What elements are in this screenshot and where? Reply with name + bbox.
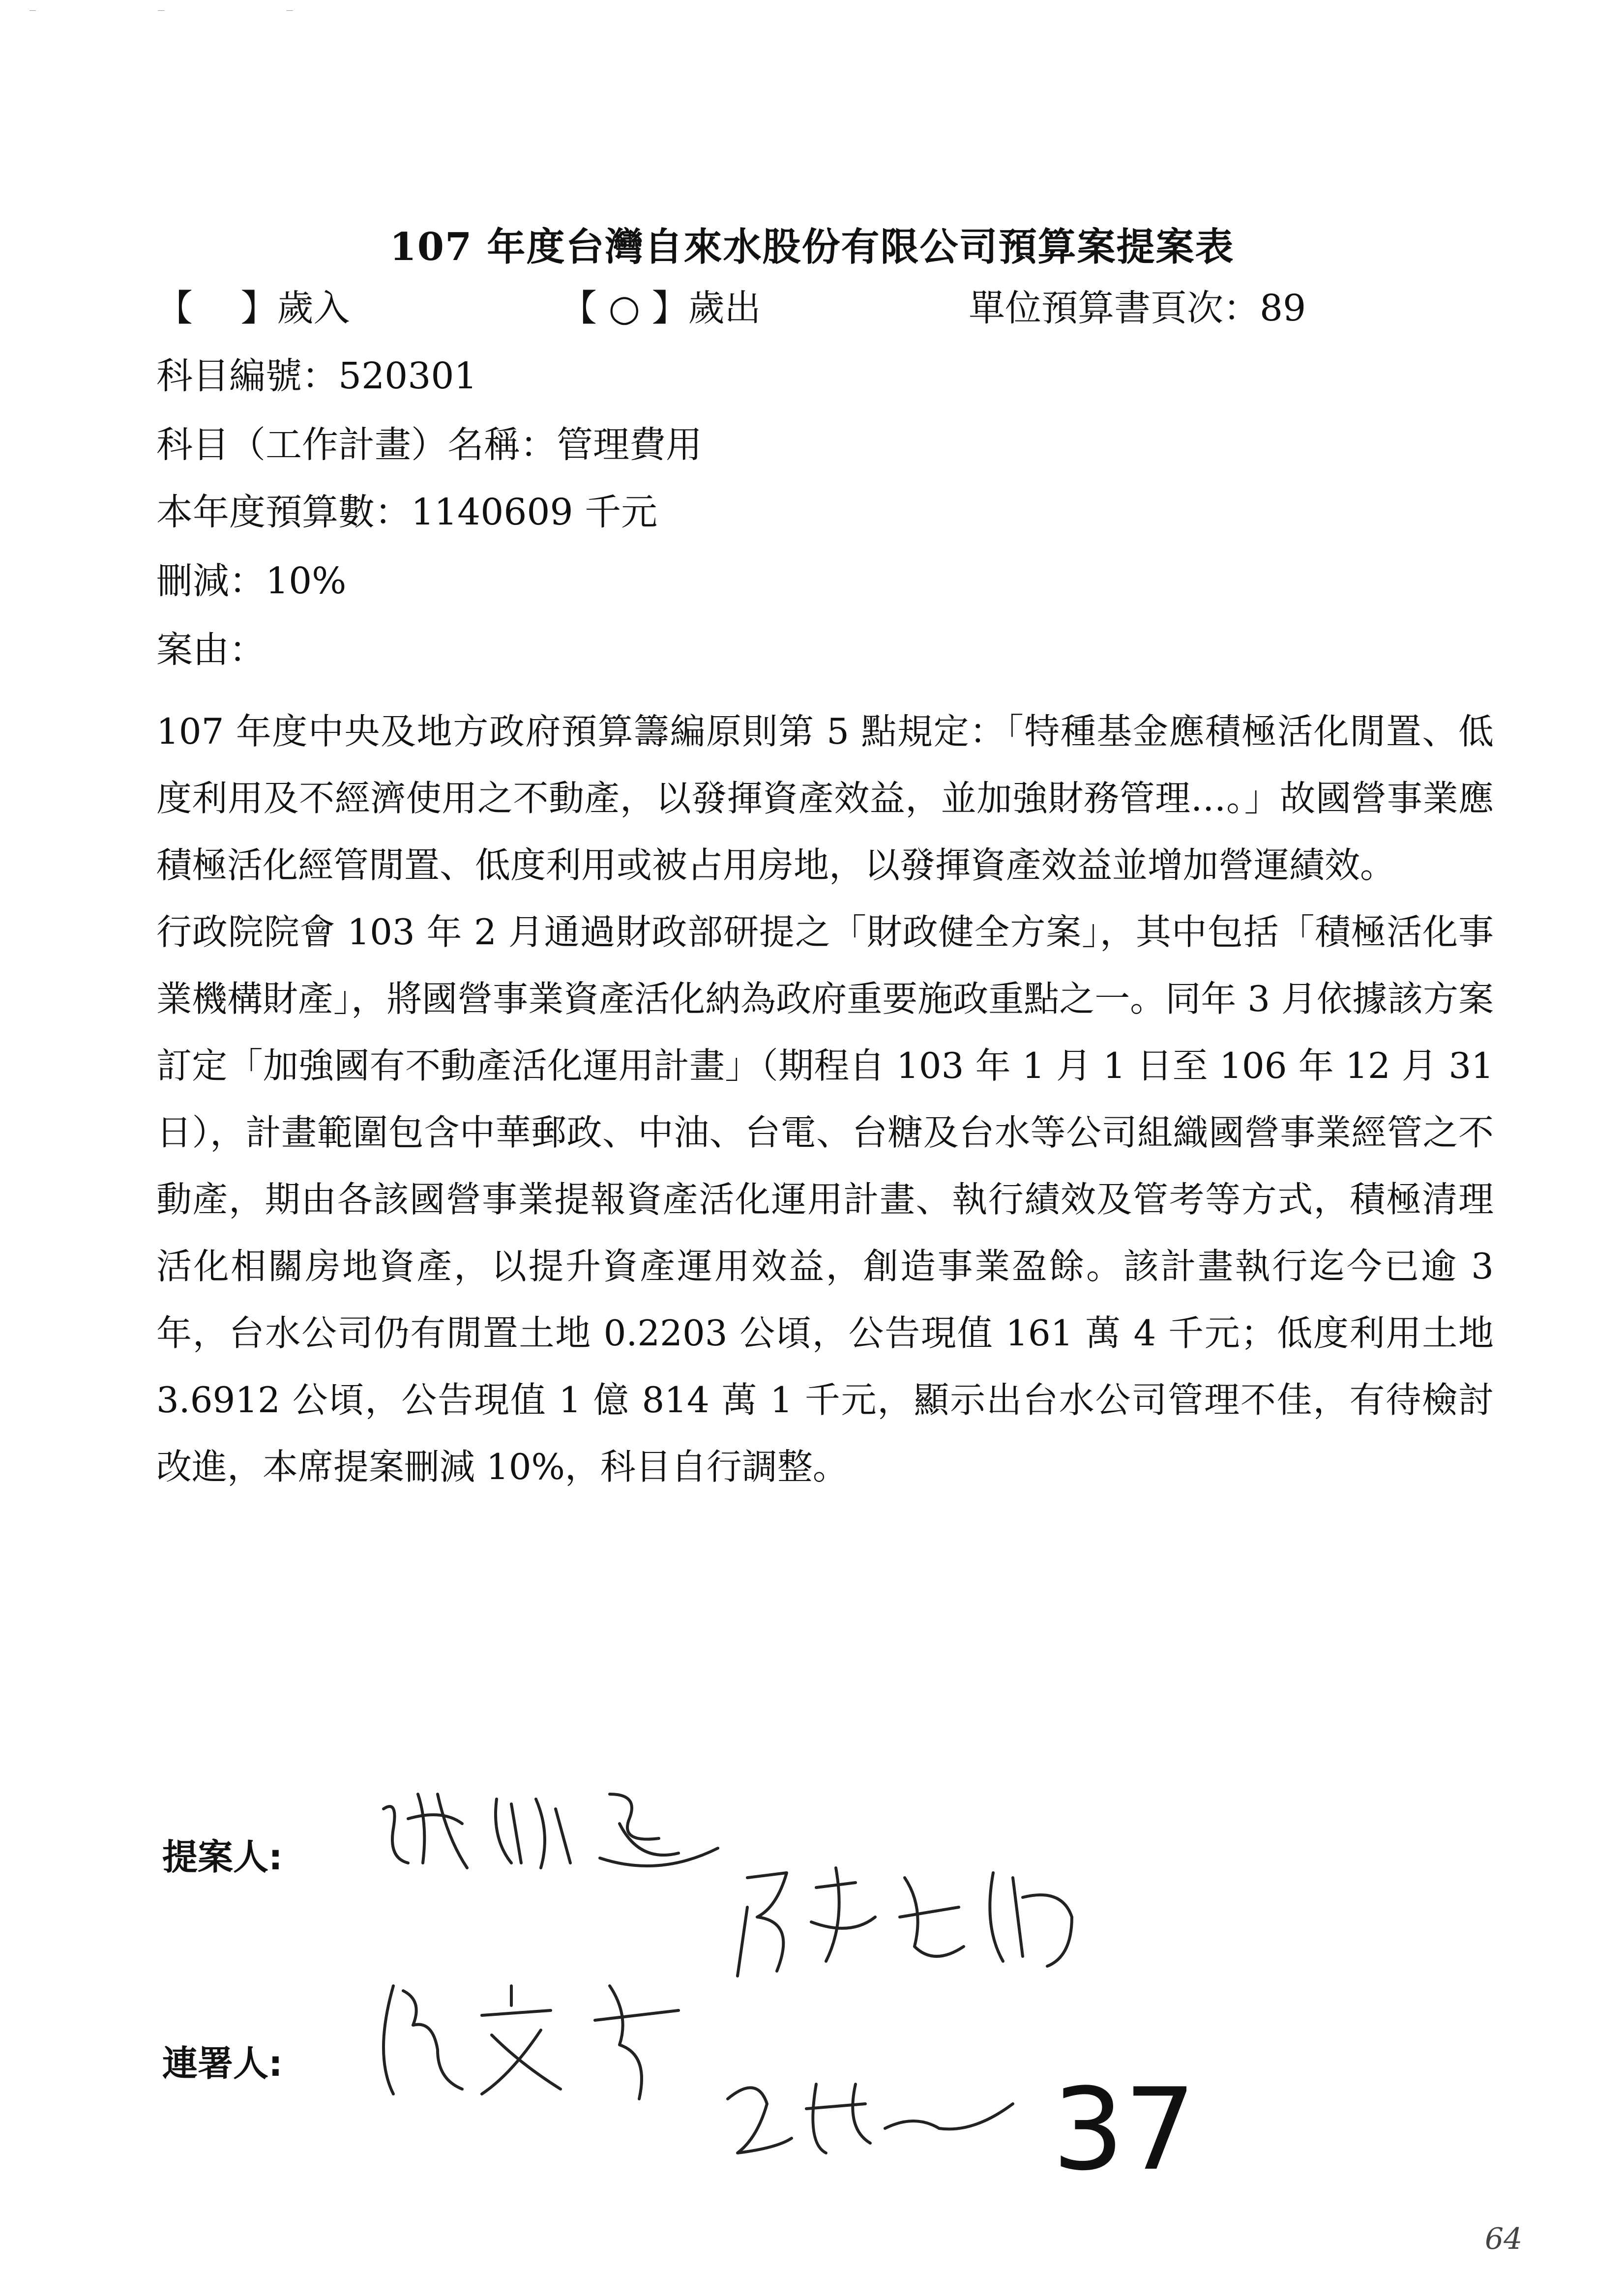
proposer-signature: [364, 1765, 738, 1892]
income-checkbox-label: 【 】歲入: [156, 287, 350, 329]
handwritten-page-number: 37: [1052, 2064, 1196, 2196]
reason-label: 案由：: [156, 629, 266, 671]
item-number: 科目編號：520301: [156, 355, 477, 397]
budget-page-reference: 單位預算書頁次：89: [969, 287, 1306, 329]
scan-marks: ‾ ‾ ‾: [30, 9, 352, 24]
cosigner-label: 連署人:: [162, 2043, 283, 2084]
budget-amount: 本年度預算數：1140609 千元: [156, 491, 658, 533]
reason-body: [156, 698, 1494, 1500]
page-title: 107 年度台灣自來水股份有限公司預算案提案表: [389, 225, 1235, 269]
reduction-percent: 刪減：10%: [156, 560, 347, 602]
cosigner-signature-2: [364, 1956, 708, 2114]
cosigner-signature-1: [728, 1848, 1101, 1986]
expense-checkbox-label: 【 ○ 】歲出: [561, 287, 761, 329]
reason-paragraph-1: 107 年度中央及地方政府預算籌編原則第 5 點規定：「特種基金應積極活化閒置、低度利用及不經濟使用之不動產，以發揮資產效益，並加強財務管理…。」故國營事業應積極活化經管閒置、低度利用或被占用房地，以發揮資產效益並增加營運績效。: [156, 711, 1494, 886]
cosigner-signature-3: [708, 2055, 1023, 2173]
footer-page-number: 64: [1485, 2222, 1523, 2256]
item-name: 科目（工作計畫）名稱：管理費用: [156, 424, 702, 466]
proposer-label: 提案人:: [162, 1836, 283, 1878]
reason-paragraph-2: 行政院院會 103 年 2 月通過財政部研提之「財政健全方案」，其中包括「積極活化事業機構財產」，將國營事業資產活化納為政府重要施政重點之一。同年 3 月依據該方案訂定「加強國有不動產活化運用計畫」（期程自 103 年 1 月 1 日至 106 年 12 月 31 日），計畫範圍包含中華郵政、中油、台電、台糖及台水等公司組織國營事業經管之不動產，期由各該國營事業提報資產活化運用計畫、執行績效及管考等方式，積極清理活化相關房地資產，以提升資產運用效益，創造事業盈餘。該計畫執行迄今已逾 3 年，台水公司仍有閒置土地 0.2203 公頃，公告現值 161 萬 4 千元；低度利用土地 3.6912 公頃，公告現值 1 億 814 萬 1 千元，顯示出台水公司管理不佳，有待檢討改進，本席提案刪減 10%，科目自行調整。: [156, 911, 1494, 1487]
